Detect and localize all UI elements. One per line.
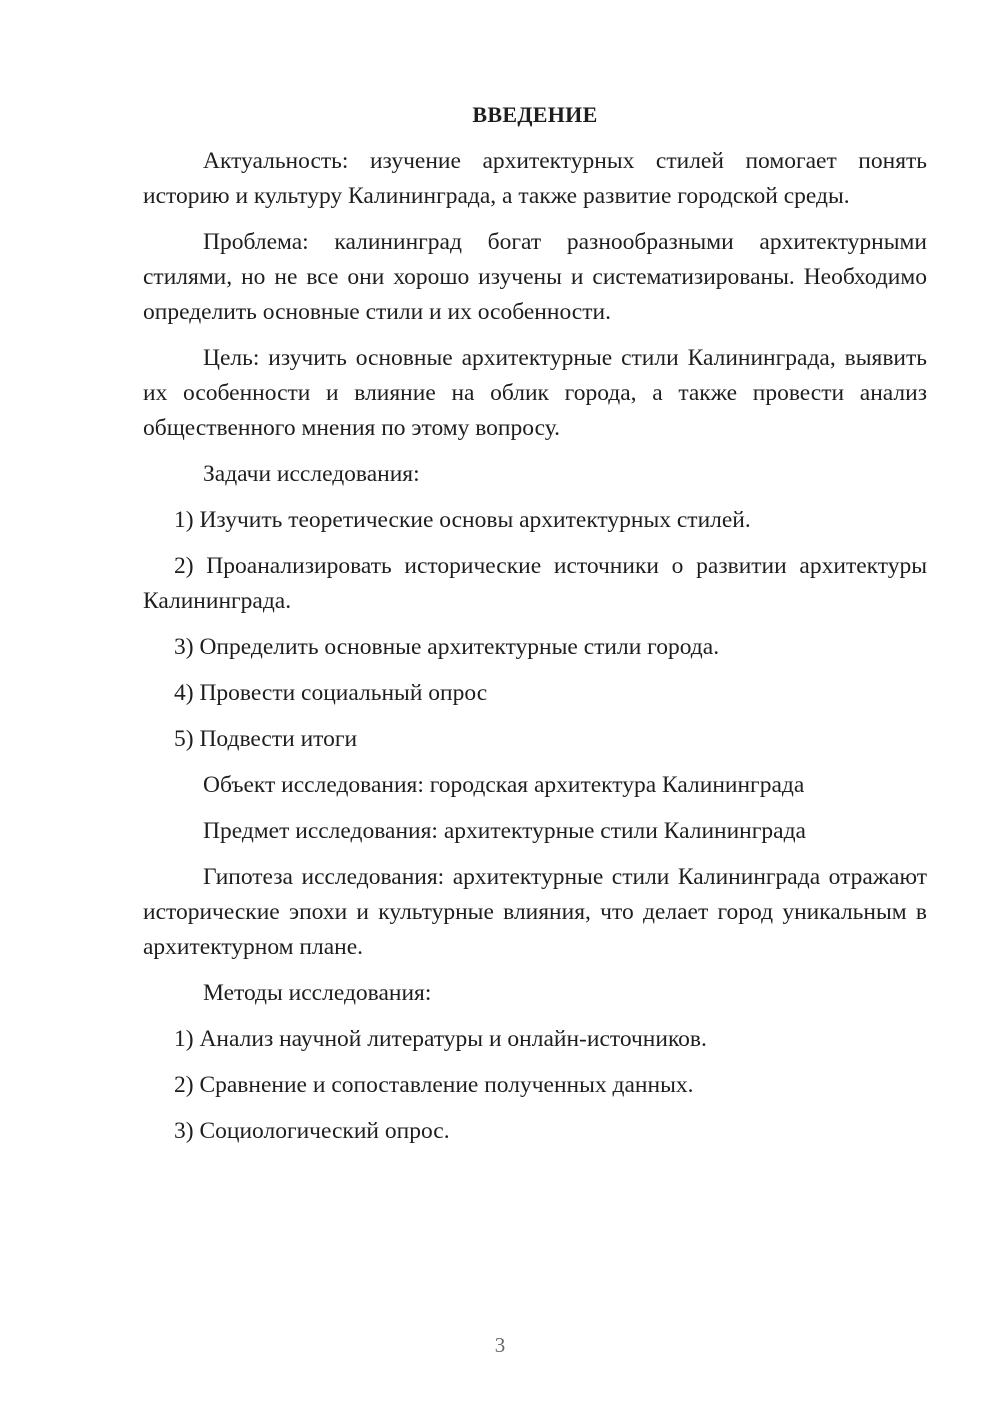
object-paragraph: Объект исследования: городская архитектура Калининграда	[203, 772, 805, 798]
tasks-heading: Задачи исследования:	[203, 461, 420, 487]
hypothesis-paragraph: Гипотеза исследования: архитектурные стили Калининграда отражают исторические эпохи и культурные влияния, что делает город уникальным в архитектурном плане.	[143, 864, 927, 960]
page-title: ВВЕДЕНИЕ	[472, 102, 598, 127]
method-item: 2) Сравнение и сопоставление полученных данных.	[174, 1072, 694, 1098]
task-item: 5) Подвести итоги	[174, 726, 358, 752]
methods-heading: Методы исследования:	[203, 980, 432, 1006]
task-item: 1) Изучить теоретические основы архитектурных стилей.	[174, 507, 751, 533]
subject-paragraph: Предмет исследования: архитектурные стили Калининграда	[203, 818, 806, 844]
page-number: 3	[494, 1333, 506, 1357]
task-item: 3) Определить основные архитектурные стили города.	[174, 634, 720, 660]
problem-paragraph: Проблема: калининград богат разнообразными архитектурными стилями, но не все они хорошо изучены и систематизированы. Необходимо определить основные стили и их особенности.	[143, 229, 927, 325]
method-item: 1) Анализ научной литературы и онлайн-источников.	[174, 1026, 707, 1052]
goal-paragraph: Цель: изучить основные архитектурные стили Калининграда, выявить их особенности и влияние на облик города, а также провести анализ общественного мнения по этому вопросу.	[143, 345, 927, 441]
relevance-paragraph: Актуальность: изучение архитектурных стилей помогает понять историю и культуру Калининграда, а также развитие городской среды.	[143, 148, 927, 209]
task-item: 4) Провести социальный опрос	[174, 680, 488, 706]
task-item: 2) Проанализировать исторические источники о развитии архитектуры Калининграда.	[143, 553, 927, 614]
method-item: 3) Социологический опрос.	[174, 1118, 450, 1144]
document-page	[143, 97, 927, 1160]
